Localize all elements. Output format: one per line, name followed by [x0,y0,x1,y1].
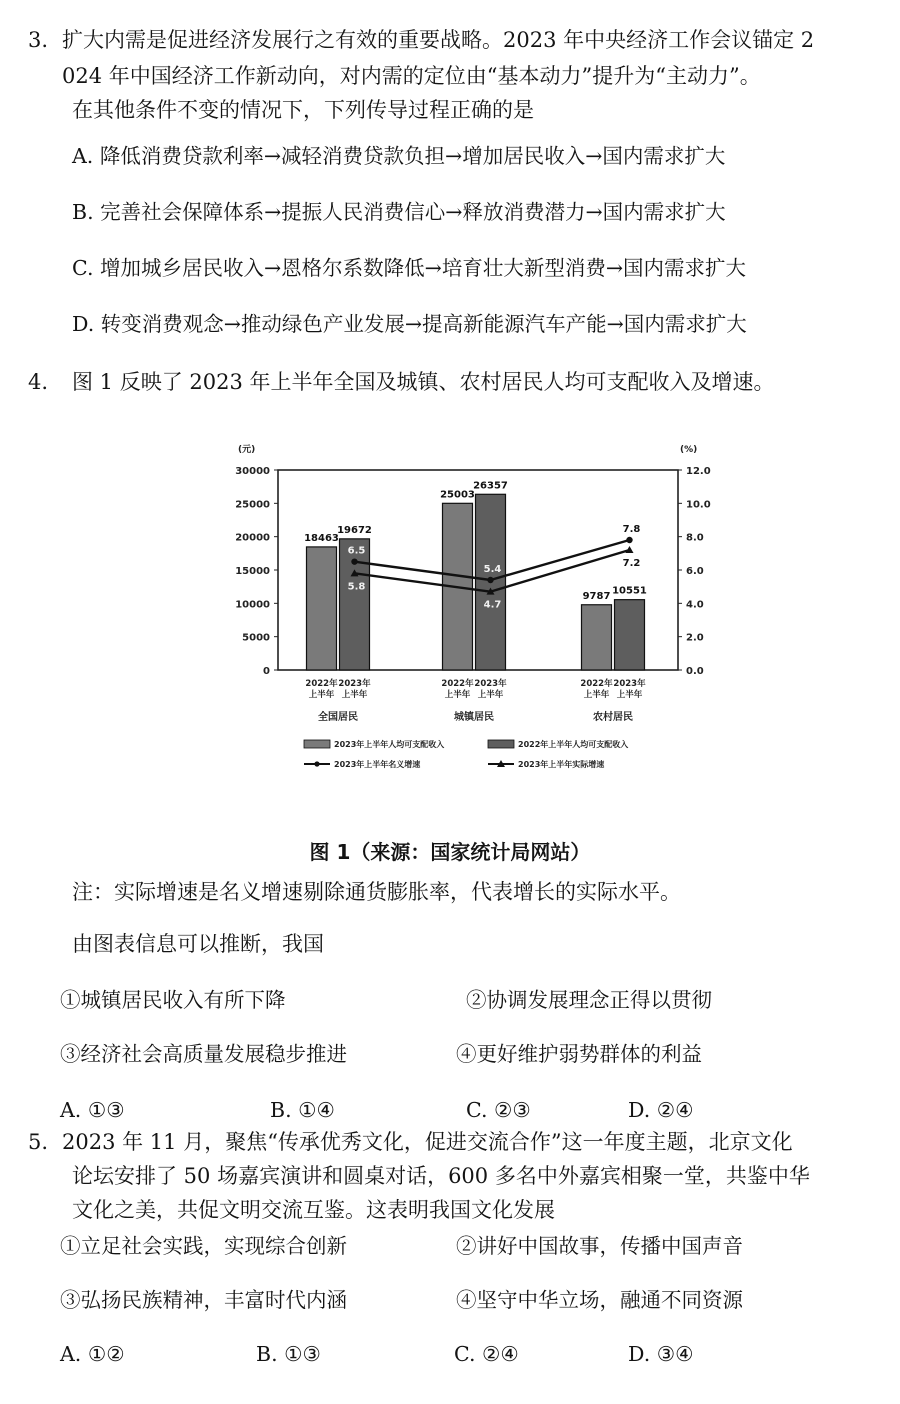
legend-marker [314,761,319,766]
q4-statement-1: ①城镇居民收入有所下降 [60,988,286,1012]
right-tick-label: 8.0 [686,532,704,544]
left-tick-label: 15000 [235,566,270,577]
bar-value-label: 26357 [473,480,508,492]
q4-choice-d: D. ②④ [628,1098,694,1122]
x-tick-label-half: 上半年 [341,690,368,700]
growth-value-label: 6.5 [347,545,366,557]
right-tick-label: 12.0 [686,466,711,477]
q5-statement-2: ②讲好中国故事，传播中国声音 [456,1234,743,1258]
x-tick-label-half: 上半年 [308,690,335,700]
x-tick-label-half: 上半年 [477,690,504,700]
q5-statement-3: ③弘扬民族精神，丰富时代内涵 [60,1288,347,1312]
growth-value-label: 7.2 [622,558,641,569]
left-tick-label: 20000 [235,532,270,544]
bar-value-label: 10551 [612,585,647,597]
growth-point [626,546,634,553]
right-tick-label: 2.0 [686,632,704,644]
legend-swatch-0 [304,740,330,748]
growth-value-label: 7.8 [622,524,641,535]
q4-statement-2: ②协调发展理念正得以贯彻 [466,988,712,1012]
q5-stem-line-3: 文化之美，共促文明交流互鉴。这表明我国文化发展 [72,1198,555,1222]
q3-stem-line-1: 扩大内需是促进经济发展行之有效的重要战略。2023 年中央经济工作会议锚定 2 [62,28,815,52]
left-tick-label: 0 [263,666,270,677]
growth-value-label: 5.8 [347,581,366,593]
q4-statement-3: ③经济社会高质量发展稳步推进 [60,1042,347,1066]
q5-choice-b: B. ①③ [256,1342,321,1366]
q3-option-d: D. 转变消费观念→推动绿色产业发展→提高新能源汽车产能→国内需求扩大 [72,312,747,336]
q3-option-c: C. 增加城乡居民收入→恩格尔系数降低→培育壮大新型消费→国内需求扩大 [72,256,747,280]
q5-number: 5. [28,1130,49,1154]
legend-swatch-1 [488,740,514,748]
q4-number: 4. [28,370,49,394]
x-tick-label-half: 上半年 [444,690,471,700]
q4-choice-b: B. ①④ [270,1098,335,1122]
x-tick-label-year: 2023年 [338,679,371,689]
bar-value-label: 25003 [440,489,475,501]
q5-choice-a: A. ①② [60,1342,125,1366]
bar-value-label: 19672 [337,524,372,536]
q5-statement-4: ④坚守中华立场，融通不同资源 [456,1288,743,1312]
bar-2022-0 [307,547,337,670]
right-tick-label: 10.0 [686,499,711,511]
q3-number: 3. [28,28,49,52]
group-label: 城镇居民 [454,712,494,723]
right-tick-label: 4.0 [686,599,704,611]
q5-stem-line-2: 论坛安排了 50 场嘉宾演讲和圆桌对话，600 多名中外嘉宾相聚一堂，共鉴中华 [72,1164,810,1188]
left-tick-label: 25000 [235,499,270,511]
q4-stem: 图 1 反映了 2023 年上半年全国及城镇、农村居民人均可支配收入及增速。 [72,370,775,394]
left-axis-unit: (元) [238,445,256,455]
growth-value-label: 5.4 [483,564,502,575]
left-tick-label: 30000 [235,466,270,477]
q5-choice-c: C. ②④ [454,1342,519,1366]
legend-label-3: 2023年上半年实际增速 [518,760,605,769]
q3-stem-line-2: 024 年中国经济工作新动向，对内需的定位由“基本动力”提升为“主动力”。 [62,64,761,88]
left-tick-label: 5000 [242,632,270,644]
growth-point [626,537,632,543]
x-tick-label-half: 上半年 [616,690,643,700]
x-tick-label-year: 2023年 [474,679,507,689]
growth-point [351,558,357,564]
q5-choice-d: D. ③④ [628,1342,694,1366]
x-tick-label-year: 2022年 [305,679,338,689]
bar-value-label: 9787 [582,590,611,602]
right-tick-label: 0.0 [686,666,704,677]
q5-statement-1: ①立足社会实践，实现综合创新 [60,1234,347,1258]
q4-statement-4: ④更好维护弱势群体的利益 [456,1042,702,1066]
x-tick-label-half: 上半年 [583,690,610,700]
right-axis-unit: (%) [680,445,698,455]
bar-2023-2 [615,600,645,670]
group-label: 农村居民 [593,712,633,723]
q3-option-b: B. 完善社会保障体系→提振人民消费信心→释放消费潜力→国内需求扩大 [72,200,726,224]
bar-2022-2 [582,605,612,670]
legend-label-1: 2022年上半年人均可支配收入 [518,740,629,749]
q3-option-a: A. 降低消费贷款利率→减轻消费贷款负担→增加居民收入→国内需求扩大 [72,144,726,168]
x-tick-label-year: 2022年 [580,679,613,689]
right-tick-label: 6.0 [686,566,704,577]
x-tick-label-year: 2023年 [613,679,646,689]
q4-prompt: 由图表信息可以推断，我国 [72,932,324,956]
q3-stem-line-3: 在其他条件不变的情况下，下列传导过程正确的是 [72,98,534,122]
q4-choice-a: A. ①③ [60,1098,125,1122]
group-label: 全国居民 [318,712,358,723]
legend-label-2: 2023年上半年名义增速 [334,760,421,769]
left-tick-label: 10000 [235,599,270,611]
figure-caption: 图 1（来源：国家统计局网站） [309,840,591,864]
growth-value-label: 4.7 [483,599,502,611]
income-chart-svg [220,428,711,818]
legend-label-0: 2023年上半年人均可支配收入 [334,740,445,749]
x-tick-label-year: 2022年 [441,679,474,689]
q4-note: 注：实际增速是名义增速剔除通货膨胀率，代表增长的实际水平。 [72,880,681,904]
q5-stem-line-1: 2023 年 11 月，聚焦“传承优秀文化，促进交流合作”这一年度主题，北京文化 [62,1130,793,1154]
q4-choice-c: C. ②③ [466,1098,531,1122]
bar-value-label: 18463 [304,532,339,544]
growth-point [487,577,493,583]
income-chart [220,428,711,818]
